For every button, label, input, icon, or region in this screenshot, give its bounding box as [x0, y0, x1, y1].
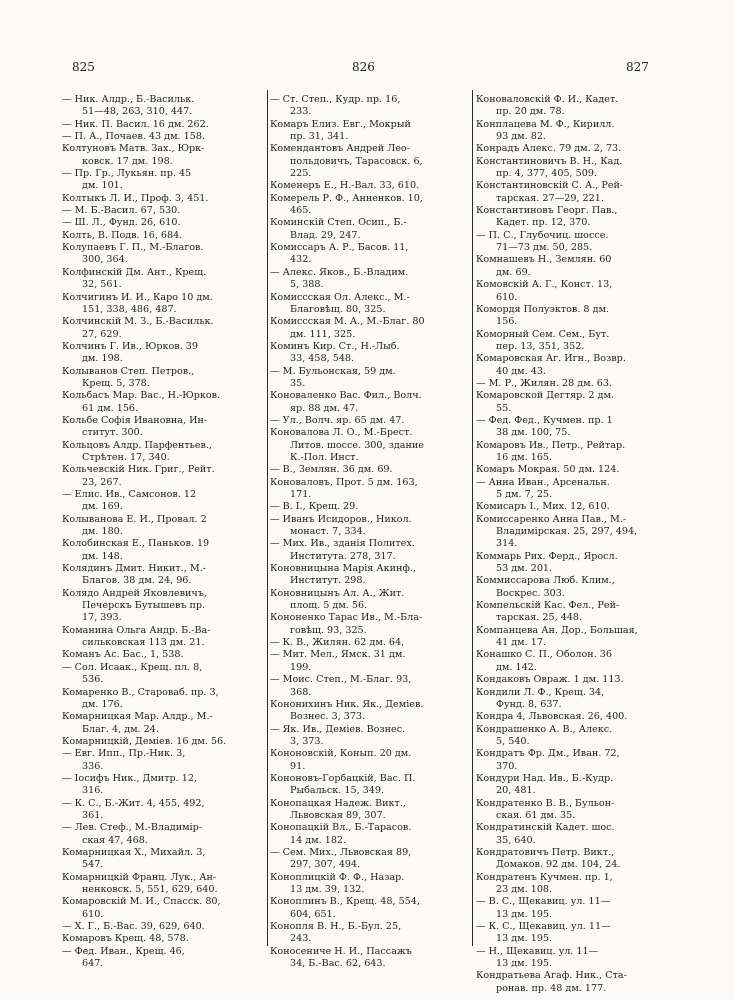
entry-line: Колобинская Е., Паньков. 19: [62, 538, 210, 550]
entry-line: — П. С., Глубочиц. шоссе.: [476, 229, 609, 241]
entry-continuation: 71—73 дм. 50, 285.: [496, 242, 593, 254]
entry-line: Коменеръ Е., Н.-Вал. 33, 610.: [270, 180, 420, 192]
page-number-left: 825: [72, 60, 95, 74]
entry-continuation: Печерскъ Бутышевъ пр.: [82, 600, 206, 612]
entry-line: Кондра 4, Львовская. 26, 400.: [476, 711, 628, 723]
entry-continuation: 34, Б.-Вас. 62, 643.: [290, 958, 386, 970]
entry-line: Кондратенко В. В., Бульон-: [476, 797, 615, 809]
entry-line: Команъ Ас. Бас., 1, 538.: [62, 649, 184, 661]
entry-continuation: Кадет. пр. 12, 370.: [496, 217, 591, 229]
entry-line: Кондратенъ Кучмен. пр. 1,: [476, 871, 613, 883]
entry-line: Коминъ Кир. Ст., Н.-Лыб.: [270, 340, 400, 352]
entry-line: Комовскій А. Г., Конст. 13,: [476, 279, 613, 291]
entry-continuation: дм. 101.: [82, 180, 123, 192]
entry-line: Колтыкъ Л. И., Проф. 3, 451.: [62, 192, 209, 204]
entry-continuation: ская. 61 дм. 35.: [496, 809, 576, 821]
column-divider-1: [267, 90, 268, 946]
entry-continuation: 432.: [290, 254, 312, 266]
entry-continuation: тарская. 25, 448.: [496, 612, 583, 624]
entry-continuation: ститут. 300.: [82, 427, 143, 439]
entry-line: — Х. Г., Б.-Вас. 39, 629, 640.: [62, 921, 205, 933]
entry-line: Конплацева М. Ф., Кирилл.: [476, 118, 615, 130]
entry-continuation: 35, 640.: [496, 834, 536, 846]
entry-line: Коминскій Степ. Осип., Б.-: [270, 217, 407, 229]
entry-line: Комаръ Мокрая. 50 дм. 124.: [476, 464, 620, 476]
entry-continuation: 5, 388.: [290, 279, 324, 291]
entry-continuation: 465.: [290, 205, 312, 217]
entry-line: Колядинъ Дмит. Никит., М.-: [62, 563, 206, 575]
entry-line: Коноплицкій Ф. Ф., Назар.: [270, 871, 405, 883]
entry-continuation: 171.: [290, 489, 312, 500]
entry-line: Кононихинъ Ник. Як., Деміев.: [270, 698, 424, 710]
entry-continuation: 547.: [82, 859, 104, 871]
entry-line: — Мих. Ив., зданія Политех.: [270, 538, 415, 550]
entry-line: Комаровъ Ив., Петр., Рейтар.: [476, 439, 626, 451]
entry-continuation: дм. 69.: [496, 266, 531, 278]
entry-continuation: пер. 13, 351, 352.: [496, 340, 585, 352]
entry-line: — Ник. Алдр., Б.-Васильк.: [62, 94, 195, 105]
entry-continuation: дм. 148.: [82, 550, 123, 562]
entry-line: Колупаевъ Г. П., М.-Благов.: [62, 242, 204, 254]
entry-continuation: 368.: [290, 686, 312, 698]
entry-continuation: 5 дм. 7, 25.: [496, 489, 553, 500]
entry-line: Коноплинъ В., Крещ. 48, 554,: [270, 896, 420, 908]
entry-line: Комерель Р. Ф., Анненков. 10,: [270, 192, 423, 204]
entry-continuation: 32, 561.: [82, 279, 122, 291]
entry-continuation: 91.: [290, 760, 306, 772]
entry-line: Коновницына Марія Акинф.,: [270, 563, 417, 575]
entry-continuation: Рыбальск. 15, 349.: [290, 785, 385, 797]
entry-line: Кольцовъ Алдр. Парфентьев.,: [62, 439, 213, 451]
entry-continuation: пр. 31, 341.: [290, 131, 349, 143]
entry-line: Кононовскій, Конып. 20 дм.: [270, 748, 412, 760]
entry-line: Конопля В. Н., Б.-Бул. 25,: [270, 921, 402, 933]
entry-continuation: 55.: [496, 402, 512, 414]
entry-continuation: 61 дм. 156.: [82, 402, 139, 414]
entry-continuation: 610.: [496, 291, 518, 303]
entry-line: — К. С., Щекавиц. ул. 11—: [476, 921, 611, 933]
column-1: [62, 94, 264, 970]
entry-line: Комордя Полуэктов. 8 дм.: [476, 303, 609, 315]
entry-continuation: 53 дм. 201.: [496, 563, 553, 575]
entry-line: Кондратовичъ Петр. Викт.,: [476, 846, 615, 858]
entry-continuation: 35.: [290, 377, 306, 389]
entry-continuation: 647.: [82, 958, 104, 970]
entry-continuation: 225.: [290, 168, 312, 180]
entry-continuation: дм. 198.: [82, 353, 123, 365]
entry-continuation: 13 дм. 195.: [496, 908, 553, 920]
entry-continuation: Влад. 29, 247.: [290, 229, 361, 241]
entry-line: — Н., Щекавиц. ул. 11—: [476, 945, 599, 957]
entry-line: — В. С., Щекавиц. ул. 11—: [476, 896, 611, 908]
entry-line: Колчигинъ И. И., Каро 10 дм.: [62, 291, 213, 303]
entry-continuation: дм. 111, 325.: [290, 328, 356, 340]
entry-continuation: 27, 629.: [82, 328, 122, 340]
entry-line: Конашко С. П., Оболон. 36: [476, 649, 612, 661]
entry-line: — Пр. Гр., Лукьян. пр. 45: [62, 168, 192, 180]
entry-line: Кондратьева Агаф. Ник., Ста-: [476, 970, 627, 982]
entry-continuation: 243.: [290, 933, 312, 945]
entry-line: Команина Ольга Андр. Б.-Ва-: [62, 624, 211, 636]
entry-line: Комиссская Ол. Алекс., М.-: [270, 291, 410, 303]
entry-continuation: 23 дм. 108.: [496, 884, 553, 895]
entry-line: — Ул., Волч. яр. 65 дм. 47.: [270, 414, 405, 426]
entry-continuation: 23, 267.: [82, 476, 122, 488]
entry-line: Константиновичъ В. Н., Кад.: [476, 155, 623, 167]
entry-continuation: 316.: [82, 785, 104, 797]
entry-continuation: Благовѣщ. 80, 325.: [290, 303, 386, 315]
entry-continuation: 17, 393.: [82, 612, 122, 624]
entry-line: Кондури Над. Ив., Б.-Кудр.: [476, 772, 614, 784]
entry-line: Колыванов Степ. Петров.,: [62, 365, 195, 377]
entry-line: Конопацкій Вл., Б.-Тарасов.: [270, 822, 412, 834]
entry-line: Коновалова Л. О., М.-Брест.: [270, 427, 413, 439]
entry-line: Комиссаръ А. Р., Басов. 11,: [270, 242, 409, 254]
entry-continuation: дм. 142.: [496, 661, 537, 673]
entry-continuation: польдовичъ, Тарасовск. 6,: [290, 155, 423, 167]
entry-continuation: 300, 364.: [82, 254, 128, 266]
entry-line: — Як. Ив., Деміев. Вознес.: [270, 723, 406, 735]
column-2: [270, 94, 466, 970]
entry-continuation: 314.: [496, 538, 518, 550]
entry-continuation: 13 дм. 39, 132.: [290, 884, 365, 895]
entry-continuation: К.-Пол. Инст.: [290, 451, 359, 463]
entry-line: — В. І., Крещ. 29.: [270, 501, 359, 513]
entry-line: Комаровскій М. И., Спасск. 80,: [62, 896, 221, 908]
entry-continuation: 33, 458, 548.: [290, 353, 355, 365]
entry-continuation: Крещ. 5, 378.: [82, 377, 150, 389]
entry-line: Комаровъ Крещ. 48, 578.: [62, 933, 189, 945]
entry-continuation: Львовская 89, 307.: [290, 809, 386, 821]
entry-continuation: ронав. пр. 48 дм. 177.: [496, 982, 607, 994]
entry-line: Кононовъ-Горбацкій, Вас. П.: [270, 772, 416, 784]
entry-line: Комарницкая Х., Михайл. 3,: [62, 846, 206, 858]
entry-continuation: говѣщ. 93, 325.: [290, 624, 367, 636]
entry-line: Колфинскій Дм. Ант., Крещ.: [62, 266, 207, 278]
entry-line: — Моис. Степ., М.-Благ. 93,: [270, 674, 412, 686]
entry-continuation: Домаков. 92 дм. 104, 24.: [496, 859, 621, 871]
entry-continuation: 536.: [82, 674, 104, 686]
entry-line: — Елис. Ив., Самсонов. 12: [62, 489, 197, 500]
entry-line: Комарницкая Мар. Алдр., М.-: [62, 711, 213, 723]
entry-continuation: ская 47, 468.: [82, 834, 148, 846]
column-3: [476, 94, 672, 995]
entry-line: Коноваленко Вас. Фил., Волч.: [270, 390, 422, 402]
entry-line: — Алекс. Яков., Б.-Владим.: [270, 266, 409, 278]
entry-continuation: Институт. 298.: [290, 575, 366, 587]
entry-continuation: 233.: [290, 106, 312, 118]
entry-line: Константиновъ Георг. Пав.,: [476, 205, 618, 217]
entry-line: — Иванъ Исидоров., Никол.: [270, 513, 412, 525]
entry-line: Кондратинскій Кадет. шос.: [476, 822, 615, 834]
entry-continuation: 156.: [496, 316, 518, 328]
entry-continuation: 16 дм. 165.: [496, 451, 553, 463]
entry-line: Компанцева Ан. Дор., Большая,: [476, 624, 638, 636]
entry-line: — К. С., Б.-Жит. 4, 455, 492,: [62, 797, 205, 809]
entry-continuation: 610.: [82, 908, 104, 920]
entry-continuation: пр. 4, 377, 405, 509.: [496, 168, 598, 180]
entry-continuation: тарская. 27—29, 221.: [496, 192, 604, 204]
entry-line: Кольчевскій Ник. Григ., Рейт.: [62, 464, 215, 476]
entry-line: Компельскій Кас. Фел., Рей-: [476, 600, 620, 612]
entry-line: Коммиссарова Люб. Клим.,: [476, 575, 615, 587]
entry-line: Комисаръ І., Мих. 12, 610.: [476, 501, 610, 513]
entry-continuation: 38 дм. 100, 75.: [496, 427, 571, 439]
entry-line: — Мит. Мел., Ямск. 31 дм.: [270, 649, 406, 661]
entry-continuation: Владимірская. 25, 297, 494,: [496, 526, 638, 538]
entry-continuation: 199.: [290, 661, 312, 673]
entry-continuation: Воскрес. 303.: [496, 587, 565, 599]
entry-continuation: площ. 5 дм. 56.: [290, 600, 368, 612]
entry-line: Кондаковъ Овраж. 1 дм. 113.: [476, 674, 624, 686]
entry-continuation: пр. 20 дм. 78.: [496, 106, 565, 118]
entry-continuation: 297, 307, 494.: [290, 859, 361, 871]
page-number-middle: 826: [352, 60, 375, 74]
entry-line: Константиновскій С. А., Рей-: [476, 180, 624, 192]
entry-continuation: 51—48, 263, 310, 447.: [82, 106, 193, 118]
entry-line: — В., Землян. 36 дм. 69.: [270, 464, 393, 476]
entry-line: — Анна Иван., Арсенальн.: [476, 476, 610, 488]
entry-line: Коноваловъ, Прот. 5 дм. 163,: [270, 476, 418, 488]
entry-line: Колыванова Е. И., Провал. 2: [62, 513, 207, 525]
entry-line: — Сем. Мих., Львовская 89,: [270, 846, 412, 858]
entry-line: Коморный Сем. Сем., Бут.: [476, 328, 610, 340]
entry-line: Колтуновъ Матв. Зах., Юрк-: [62, 143, 205, 155]
entry-line: Конопацкая Надеж. Викт.,: [270, 797, 406, 809]
entry-continuation: дм. 176.: [82, 698, 123, 710]
page-number-right: 827: [626, 60, 649, 74]
entry-continuation: монаст. 7, 334.: [290, 526, 366, 538]
entry-continuation: 13 дм. 195.: [496, 933, 553, 945]
entry-continuation: яр. 88 дм. 47.: [290, 402, 359, 414]
entry-line: Комарницкій Франц. Лук., Ан-: [62, 871, 217, 883]
entry-continuation: 14 дм. 182.: [290, 834, 347, 846]
entry-line: — М. Р., Жилян. 28 дм. 63.: [476, 377, 612, 389]
entry-line: Кондратъ Фр. Дм., Иван. 72,: [476, 748, 620, 760]
entry-line: Колть, В. Подв. 16, 684.: [62, 229, 183, 241]
entry-line: Комаръ Елиз. Евг., Мокрый: [270, 118, 411, 130]
entry-continuation: Благов. 38 дм. 24, 96.: [82, 575, 192, 587]
entry-line: Комарницкій, Деміев. 16 дм. 56.: [62, 735, 227, 747]
entry-line: Комиссаренко Анна Пав., М.-: [476, 513, 627, 525]
entry-line: Конрадъ Алекс. 79 дм. 2, 73.: [476, 143, 622, 155]
entry-line: — Сол. Исаак., Крещ. пл. 8,: [62, 661, 203, 673]
entry-continuation: 40 дм. 43.: [496, 365, 546, 377]
entry-line: Кононенко Тарас Ив., М.-Бла-: [270, 612, 423, 624]
entry-line: — К. В., Жилян. 62 дм. 64,: [270, 637, 405, 649]
entry-continuation: Литов. шоссе. 300, здание: [290, 439, 424, 451]
entry-line: — Ш. Л., Фунд. 26, 610.: [62, 217, 181, 229]
entry-continuation: Вознес. 3, 373.: [290, 711, 366, 723]
entry-continuation: Фунд. 8, 637.: [496, 698, 562, 710]
entry-line: Колядо Андрей Яковлевичъ,: [62, 587, 207, 599]
entry-line: Комнашевъ Н., Землян. 60: [476, 254, 612, 266]
entry-continuation: 336.: [82, 760, 104, 772]
entry-continuation: дм. 180.: [82, 526, 123, 538]
entry-line: — М. Б.-Васил. 67, 530.: [62, 205, 181, 217]
entry-line: Кондили Л. Ф., Крещ. 34,: [476, 686, 605, 698]
entry-continuation: ковск. 17 дм. 198.: [82, 155, 173, 167]
entry-line: — Фед. Иван., Крещ. 46,: [62, 945, 185, 957]
entry-continuation: сильковская 113 дм. 21.: [82, 637, 205, 649]
entry-continuation: Института. 278, 317.: [290, 550, 396, 562]
entry-line: — П. А., Почаев. 43 дм. 158.: [62, 131, 205, 143]
entry-line: Комиссская М. А., М.-Благ. 80: [270, 316, 425, 328]
entry-line: Кольбе Софія Ивановна, Ин-: [62, 414, 208, 426]
entry-continuation: 151, 338, 486, 487.: [82, 303, 177, 315]
column-divider-2: [472, 90, 473, 946]
entry-line: Коносениче Н. И., Пассажъ: [270, 945, 412, 957]
entry-line: Колчинъ Г. Ив., Юрков. 39: [62, 340, 199, 352]
entry-line: — Ст. Степ., Кудр. пр. 16,: [270, 94, 401, 105]
entry-line: Комаровская Аг. Игн., Возвр.: [476, 353, 626, 365]
entry-continuation: 93 дм. 82.: [496, 131, 546, 143]
entry-line: — Лев. Стеф., М.-Владимір-: [62, 822, 203, 834]
entry-continuation: 370.: [496, 760, 518, 772]
entry-continuation: 3, 373.: [290, 735, 324, 747]
entry-line: — Іосифъ Ник., Дмитр. 12,: [62, 772, 198, 784]
entry-continuation: 604, 651.: [290, 908, 336, 920]
entry-line: Комаренко В., Староваб. пр. 3,: [62, 686, 219, 698]
entry-line: — Фед. Фед., Кучмен. пр. 1: [476, 414, 613, 426]
entry-continuation: 41 дм. 17.: [496, 637, 546, 649]
entry-continuation: дм. 169.: [82, 501, 123, 513]
entry-line: — Евг. Ипп., Пр.-Ник. 3,: [62, 748, 186, 760]
entry-continuation: Стрѣтен. 17, 340.: [82, 451, 170, 463]
entry-line: Кондрашенко А. В., Алекс.: [476, 723, 613, 735]
entry-line: — М. Бульонская, 59 дм.: [270, 365, 396, 377]
entry-continuation: ненковск. 5, 551, 629, 640.: [82, 884, 218, 895]
entry-line: Кольбасъ Мар. Вас., Н.-Юрков.: [62, 390, 221, 402]
entry-continuation: 361.: [82, 809, 104, 821]
entry-continuation: 5, 540.: [496, 735, 530, 747]
entry-continuation: 13 дм. 195.: [496, 958, 553, 970]
entry-line: Комаровской Дегтяр. 2 дм.: [476, 390, 614, 402]
entry-continuation: 20, 481.: [496, 785, 536, 797]
entry-line: — Ник. П. Васил. 16 дм. 262.: [62, 118, 209, 130]
entry-line: Комендантовъ Андрей Лео-: [270, 143, 410, 155]
entry-continuation: Благ. 4, дм. 24.: [82, 723, 159, 735]
entry-line: Коновницынъ Ал. А., Жит.: [270, 587, 405, 599]
entry-line: Коноваловскій Ф. И., Кадет.: [476, 94, 619, 105]
entry-line: Колчинскій М. З., Б.-Васильк.: [62, 316, 214, 328]
entry-line: Коммарь Рих. Ферд., Яросл.: [476, 550, 618, 562]
